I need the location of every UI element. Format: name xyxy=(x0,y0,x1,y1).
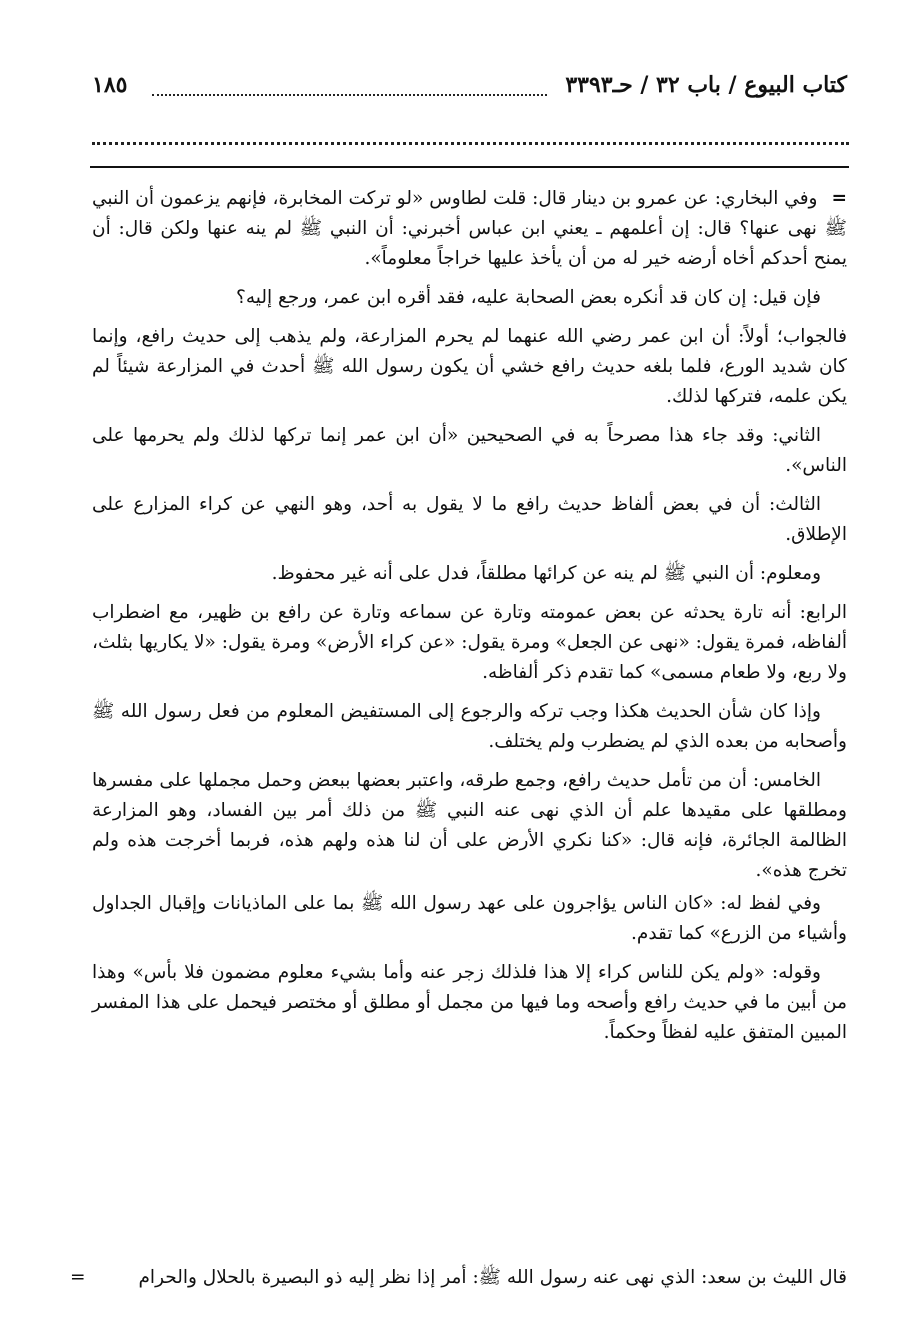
running-head xyxy=(92,72,847,112)
paragraph-objection: فإن قيل: إن كان قد أنكره بعض الصحابة عليه، فقد أقره ابن عمر، ورجع إليه؟ xyxy=(236,287,821,308)
running-head-title: كتاب البيوع / باب ٣٢ / حـ٣٣٩٣ xyxy=(565,72,847,98)
page-number: ١٨٥ xyxy=(92,72,128,98)
paragraph-fourth: الرابع: أنه تارة يحدثه عن بعض عمومته وتارة عن سماعه وتارة عن رافع بن ظهير، مع اضطراب ألفاظه، فمرة يقول: «نهى عن الجعل» ومرة يقول: «عن كراء الأرض» ومرة يقول: «لا يكاريها بثلث، ولا ربع، ولا طعام مسمى» كما تقدم ذكر ألفاظه. xyxy=(92,602,847,683)
paragraph-known: ومعلوم: أن النبي ﷺ لم ينه عن كرائها مطلقاً، فدل على أنه غير محفوظ. xyxy=(271,563,821,584)
paragraph-second: الثاني: وقد جاء هذا مصرحاً به في الصحيحين «أن ابن عمر إنما تركها لذلك ولم يحرمها على الناس». xyxy=(92,425,847,476)
continuation-mark-end: = xyxy=(70,1267,86,1288)
page-body xyxy=(92,184,847,1057)
continuation-mark: = xyxy=(831,188,847,209)
paragraph-conclusion: وإذا كان شأن الحديث هكذا وجب تركه والرجوع إلى المستفيض المعلوم من فعل رسول الله ﷺ وأصحابه من بعده الذي لم يضطرب ولم يختلف. xyxy=(92,701,847,752)
paragraph-fifth: الخامس: أن من تأمل حديث رافع، وجمع طرقه، واعتبر بعضها ببعض وحمل مجملها على مفسرها ومطلقها على مقيدها علم أن الذي نهى عنه النبي ﷺ من ذلك أمر بين الفساد، وهو المزارعة الظالمة الجائرة، فإنه قال: «كنا نكري الأرض على أن لنا هذه ولهم هذه، فربما أخرجت هذه ولم تخرج هذه». xyxy=(92,770,847,881)
paragraph-his-saying: وقوله: «ولم يكن للناس كراء إلا هذا فلذلك زجر عنه وأما بشيء معلوم مضمون فلا بأس» وهذا من أبين ما في حديث رافع وأصحه وما فيها من مجمل أو مطلق أو مختصر فيحمل على هذا المفسر المبين المتفق عليه لفظاً وحكماً. xyxy=(92,962,847,1043)
paragraph-bukhari xyxy=(92,184,847,274)
footnote-text: قال الليث بن سعد: الذي نهى عنه رسول الله ﷺ: أمر إذا نظر إليه ذو البصيرة بالحلال والحرام xyxy=(138,1267,847,1288)
solid-divider xyxy=(90,166,849,168)
paragraph-other-wording: وفي لفظ له: «كان الناس يؤاجرون على عهد رسول الله ﷺ بما على الماذيانات وإقبال الجداول وأشياء من الزرع» كما تقدم. xyxy=(92,893,847,944)
leader-dots xyxy=(152,94,547,96)
paragraph-text: وفي البخاري: عن عمرو بن دينار قال: قلت لطاوس «لو تركت المخابرة، فإنهم يزعمون أن النبي ﷺ نهى عنها؟ قال: إن أعلمهم ـ يعني ابن عباس أخبرني: أن النبي ﷺ لم ينه عنها ولكن قال: أن يمنح أحدكم أخاه أرضه خير له من أن يأخذ عليها خراجاً معلوماً». xyxy=(92,188,847,269)
paragraph-answer-first: فالجواب؛ أولاً: أن ابن عمر رضي الله عنهما لم يحرم المزارعة، ولم يذهب إلى حديث رافع، وإنما كان شديد الورع، فلما بلغه حديث رافع خشي أن يكون رسول الله ﷺ أحدث في المزارعة شيئاً لم يكن علمه، فتركها لذلك. xyxy=(92,326,847,407)
dotted-divider xyxy=(92,142,849,145)
paragraph-third: الثالث: أن في بعض ألفاظ حديث رافع ما لا يقول به أحد، وهو النهي عن كراء المزارع على الإطلاق. xyxy=(92,494,847,545)
footnote-line xyxy=(70,1263,847,1293)
